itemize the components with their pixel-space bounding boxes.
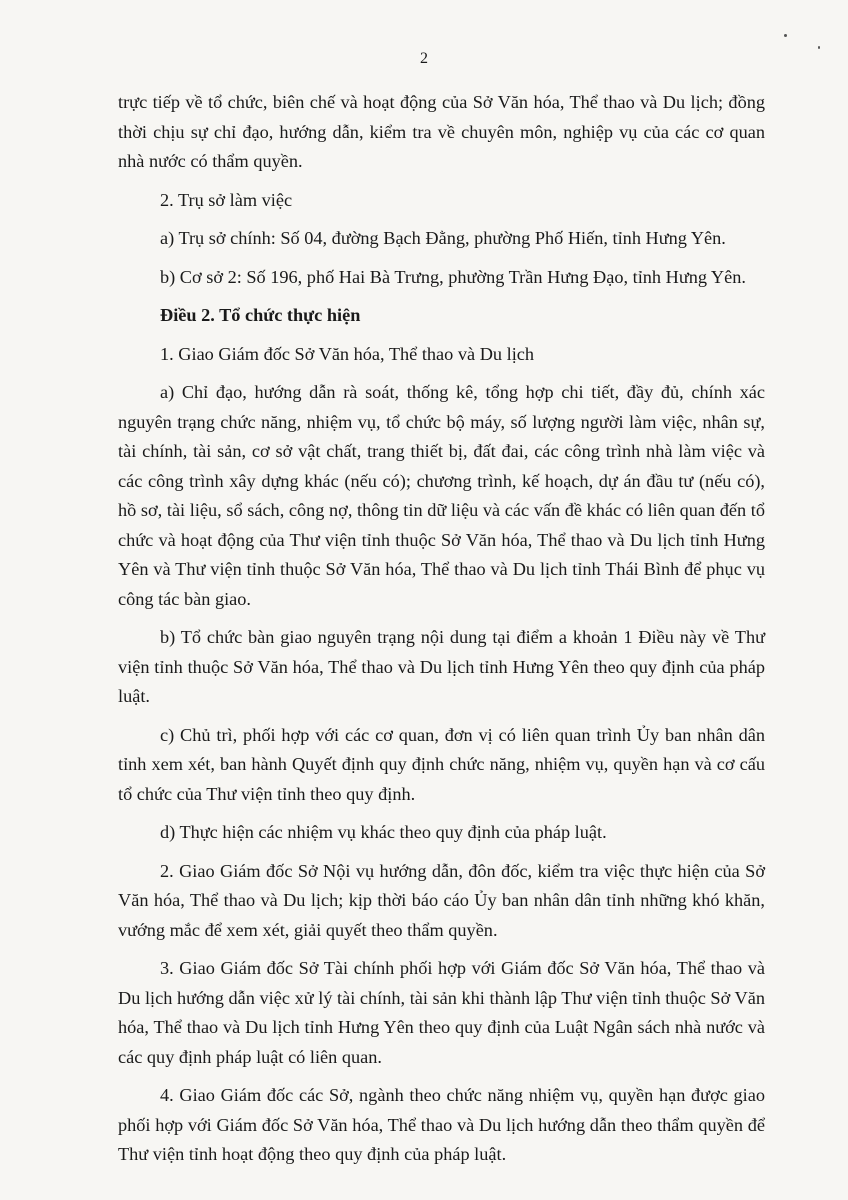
paragraph: c) Chủ trì, phối hợp với các cơ quan, đơn vị có liên quan trình Ủy ban nhân dân tỉnh xem xét, ban hành Quyết định quy định chức năng, nhiệm vụ, quyền hạn và cơ cấu tổ chức của Thư viện tỉnh theo quy định.	[118, 724, 765, 804]
document-body	[118, 88, 765, 1179]
paragraph: trực tiếp về tổ chức, biên chế và hoạt động của Sở Văn hóa, Thể thao và Du lịch; đồng thời chịu sự chỉ đạo, hướng dẫn, kiểm tra về chuyên môn, nghiệp vụ của các cơ quan nhà nước có thẩm quyền.	[118, 92, 765, 171]
paragraph: 1. Giao Giám đốc Sở Văn hóa, Thể thao và Du lịch	[160, 343, 535, 364]
article-heading: Điều 2. Tổ chức thực hiện	[160, 305, 361, 325]
paragraph: 4. Giao Giám đốc các Sở, ngành theo chức năng nhiệm vụ, quyền hạn được giao phối hợp với Giám đốc Sở Văn hóa, Thể thao và Du lịch hướng dẫn theo thẩm quyền để Thư viện tỉnh hoạt động theo quy định của pháp luật.	[118, 1085, 765, 1164]
paragraph: b) Tổ chức bàn giao nguyên trạng nội dung tại điểm a khoản 1 Điều này về Thư viện tỉnh thuộc Sở Văn hóa, Thể thao và Du lịch tỉnh Hưng Yên theo quy định của pháp luật.	[118, 627, 765, 706]
paragraph: d) Thực hiện các nhiệm vụ khác theo quy định của pháp luật.	[160, 822, 607, 842]
scan-speck	[818, 46, 820, 49]
paragraph: 2. Giao Giám đốc Sở Nội vụ hướng dẫn, đôn đốc, kiểm tra việc thực hiện của Sở Văn hóa, Thể thao và Du lịch; kịp thời báo cáo Ủy ban nhân dân tỉnh những khó khăn, vướng mắc để xem xét, giải quyết theo thẩm quyền.	[118, 860, 765, 940]
paragraph: 2. Trụ sở làm việc	[160, 189, 293, 210]
paragraph: 3. Giao Giám đốc Sở Tài chính phối hợp với Giám đốc Sở Văn hóa, Thể thao và Du lịch hướng dẫn việc xử lý tài chính, tài sản khi thành lập Thư viện tỉnh thuộc Sở Văn hóa, Thể thao và Du lịch tỉnh Hưng Yên theo quy định của Luật Ngân sách nhà nước và các quy định pháp luật có liên quan.	[118, 958, 765, 1067]
scan-speck	[784, 34, 787, 37]
paragraph: a) Trụ sở chính: Số 04, đường Bạch Đằng, phường Phố Hiến, tỉnh Hưng Yên.	[160, 228, 726, 248]
page-number: 2	[420, 50, 428, 67]
paragraph: a) Chỉ đạo, hướng dẫn rà soát, thống kê, tổng hợp chi tiết, đầy đủ, chính xác nguyên trạng chức năng, nhiệm vụ, tổ chức bộ máy, số lượng người làm việc, nhân sự, tài chính, tài sản, cơ sở vật chất, trang thiết bị, đất đai, các công trình nhà làm việc và các công trình xây dựng khác (nếu có); chương trình, kế hoạch, dự án đầu tư (nếu có), hồ sơ, tài liệu, sổ sách, công nợ, thông tin dữ liệu và các vấn đề khác có liên quan đến tổ chức và hoạt động của Thư viện tỉnh thuộc Sở Văn hóa, Thể thao và Du lịch tỉnh Hưng Yên và Thư viện tỉnh thuộc Sở Văn hóa, Thể thao và Du lịch tỉnh Thái Bình để phục vụ công tác bàn giao.	[118, 382, 765, 609]
paragraph: b) Cơ sở 2: Số 196, phố Hai Bà Trưng, phường Trần Hưng Đạo, tỉnh Hưng Yên.	[160, 266, 746, 287]
